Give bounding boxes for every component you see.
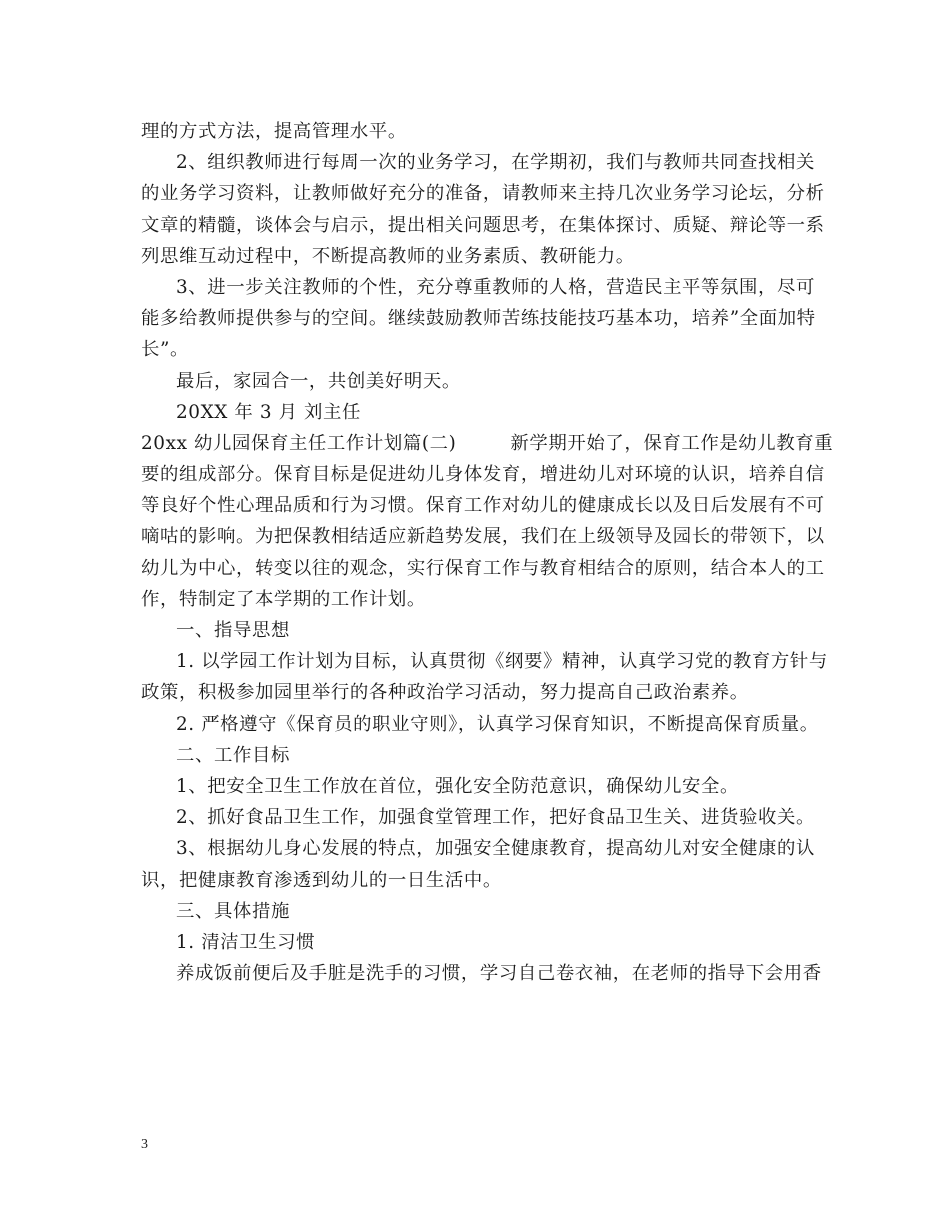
- text-line: [141, 833, 815, 864]
- text-line: [141, 677, 811, 708]
- text-line-content: 20xx 幼儿园保育主任工作计划篇(二): [141, 432, 457, 454]
- text-line-content: 2、抓好食品卫生工作，加强食堂管理工作，把好食品卫生关、进货验收关。: [176, 807, 815, 829]
- text-line-content: 列思维互动过程中，不断提高教师的业务素质、教研能力。: [141, 245, 635, 267]
- text-line-content: 要的组成部分。保育目标是促进幼儿身体发育，增进幼儿对环境的认识，培养自信: [141, 464, 825, 486]
- text-line-content: 一、指导思想: [176, 620, 290, 641]
- text-line-content: 长”。: [141, 339, 189, 361]
- text-line-content: 幼儿为中心，转变以往的观念，实行保育工作与教育相结合的原则，结合本人的工: [141, 557, 825, 579]
- text-line-content: 3、根据幼儿身心发展的特点，加强安全健康教育，提高幼儿对安全健康的认: [176, 838, 815, 860]
- text-line: [141, 865, 811, 896]
- text-line-content: 能多给教师提供参与的空间。继续鼓励教师苦练技能技巧基本功，培养”全面加特: [141, 308, 816, 330]
- text-line: [141, 646, 828, 677]
- text-line: [141, 428, 834, 459]
- text-line: [141, 584, 811, 615]
- text-line-continuation: 新学期开始了，保育工作是幼儿教育重: [510, 432, 834, 454]
- text-line: [141, 459, 825, 490]
- text-line: [141, 241, 811, 272]
- text-line: [141, 958, 822, 989]
- text-line: [141, 615, 811, 646]
- text-line-content: 2. 严格遵守《保育员的职业守则》，认真学习保育知识，不断提高保育质量。: [176, 713, 819, 735]
- text-line-content: 1. 以学园工作计划为目标，认真贯彻《纲要》精神，认真学习党的教育方针与: [176, 651, 828, 673]
- text-line-content: 理的方式方法，提高管理水平。: [141, 121, 407, 142]
- text-line-content: 1. 清洁卫生习惯: [176, 931, 316, 953]
- text-line-content: 20XX 年 3 月 刘主任: [176, 401, 362, 423]
- text-line: [141, 147, 815, 178]
- text-line-content: 的业务学习资料，让教师做好充分的准备，请教师来主持几次业务学习论坛，分析: [141, 183, 825, 205]
- text-line-content: 作，特制定了本学期的工作计划。: [141, 588, 426, 610]
- text-line: [141, 553, 825, 584]
- text-line-content: 嘀咕的影响。为把保教相结适应新趋势发展，我们在上级领导及园长的带领下，以: [141, 526, 825, 548]
- text-line: [141, 334, 811, 365]
- text-line: [141, 771, 811, 802]
- text-line-content: 3、进一步关注教师的个性，充分尊重教师的人格，营造民主平等氛围，尽可: [176, 276, 815, 298]
- text-line: [141, 303, 816, 334]
- text-line-content: 政策，积极参加园里举行的各种政治学习活动，努力提高自己政治素养。: [141, 682, 749, 704]
- text-line: [141, 709, 819, 740]
- body-text: [141, 116, 834, 989]
- text-line-content: 1、把安全卫生工作放在首位，强化安全防范意识，确保幼儿安全。: [176, 775, 740, 797]
- text-line: [141, 740, 811, 771]
- text-line-content: 识，把健康教育渗透到幼儿的一日生活中。: [141, 869, 502, 891]
- text-line: [141, 802, 815, 833]
- text-line: [141, 397, 811, 428]
- text-line-content: 养成饭前便后及手脏是洗手的习惯，学习自己卷衣袖，在老师的指导下会用香: [176, 963, 822, 985]
- text-line-content: 二、工作目标: [176, 744, 290, 766]
- text-line: [141, 272, 815, 303]
- text-line: [141, 116, 811, 147]
- text-line: [141, 210, 825, 241]
- text-line: [141, 366, 811, 397]
- text-line-content: 最后，家园合一，共创美好明天。: [176, 370, 461, 392]
- text-line: [141, 521, 825, 552]
- text-line-content: 三、具体措施: [176, 900, 290, 922]
- text-line-content: 文章的精髓，谈体会与启示，提出相关问题思考，在集体探讨、质疑、辩论等一系: [141, 214, 825, 236]
- text-line-content: 等良好个性心理品质和行为习惯。保育工作对幼儿的健康成长以及日后发展有不可: [141, 495, 825, 517]
- text-line: [141, 178, 825, 209]
- text-line-content: 2、组织教师进行每周一次的业务学习，在学期初，我们与教师共同查找相关: [176, 152, 815, 174]
- text-line: [141, 927, 811, 958]
- page-number: 3: [141, 1137, 148, 1152]
- text-line: [141, 490, 825, 521]
- text-line: [141, 896, 811, 927]
